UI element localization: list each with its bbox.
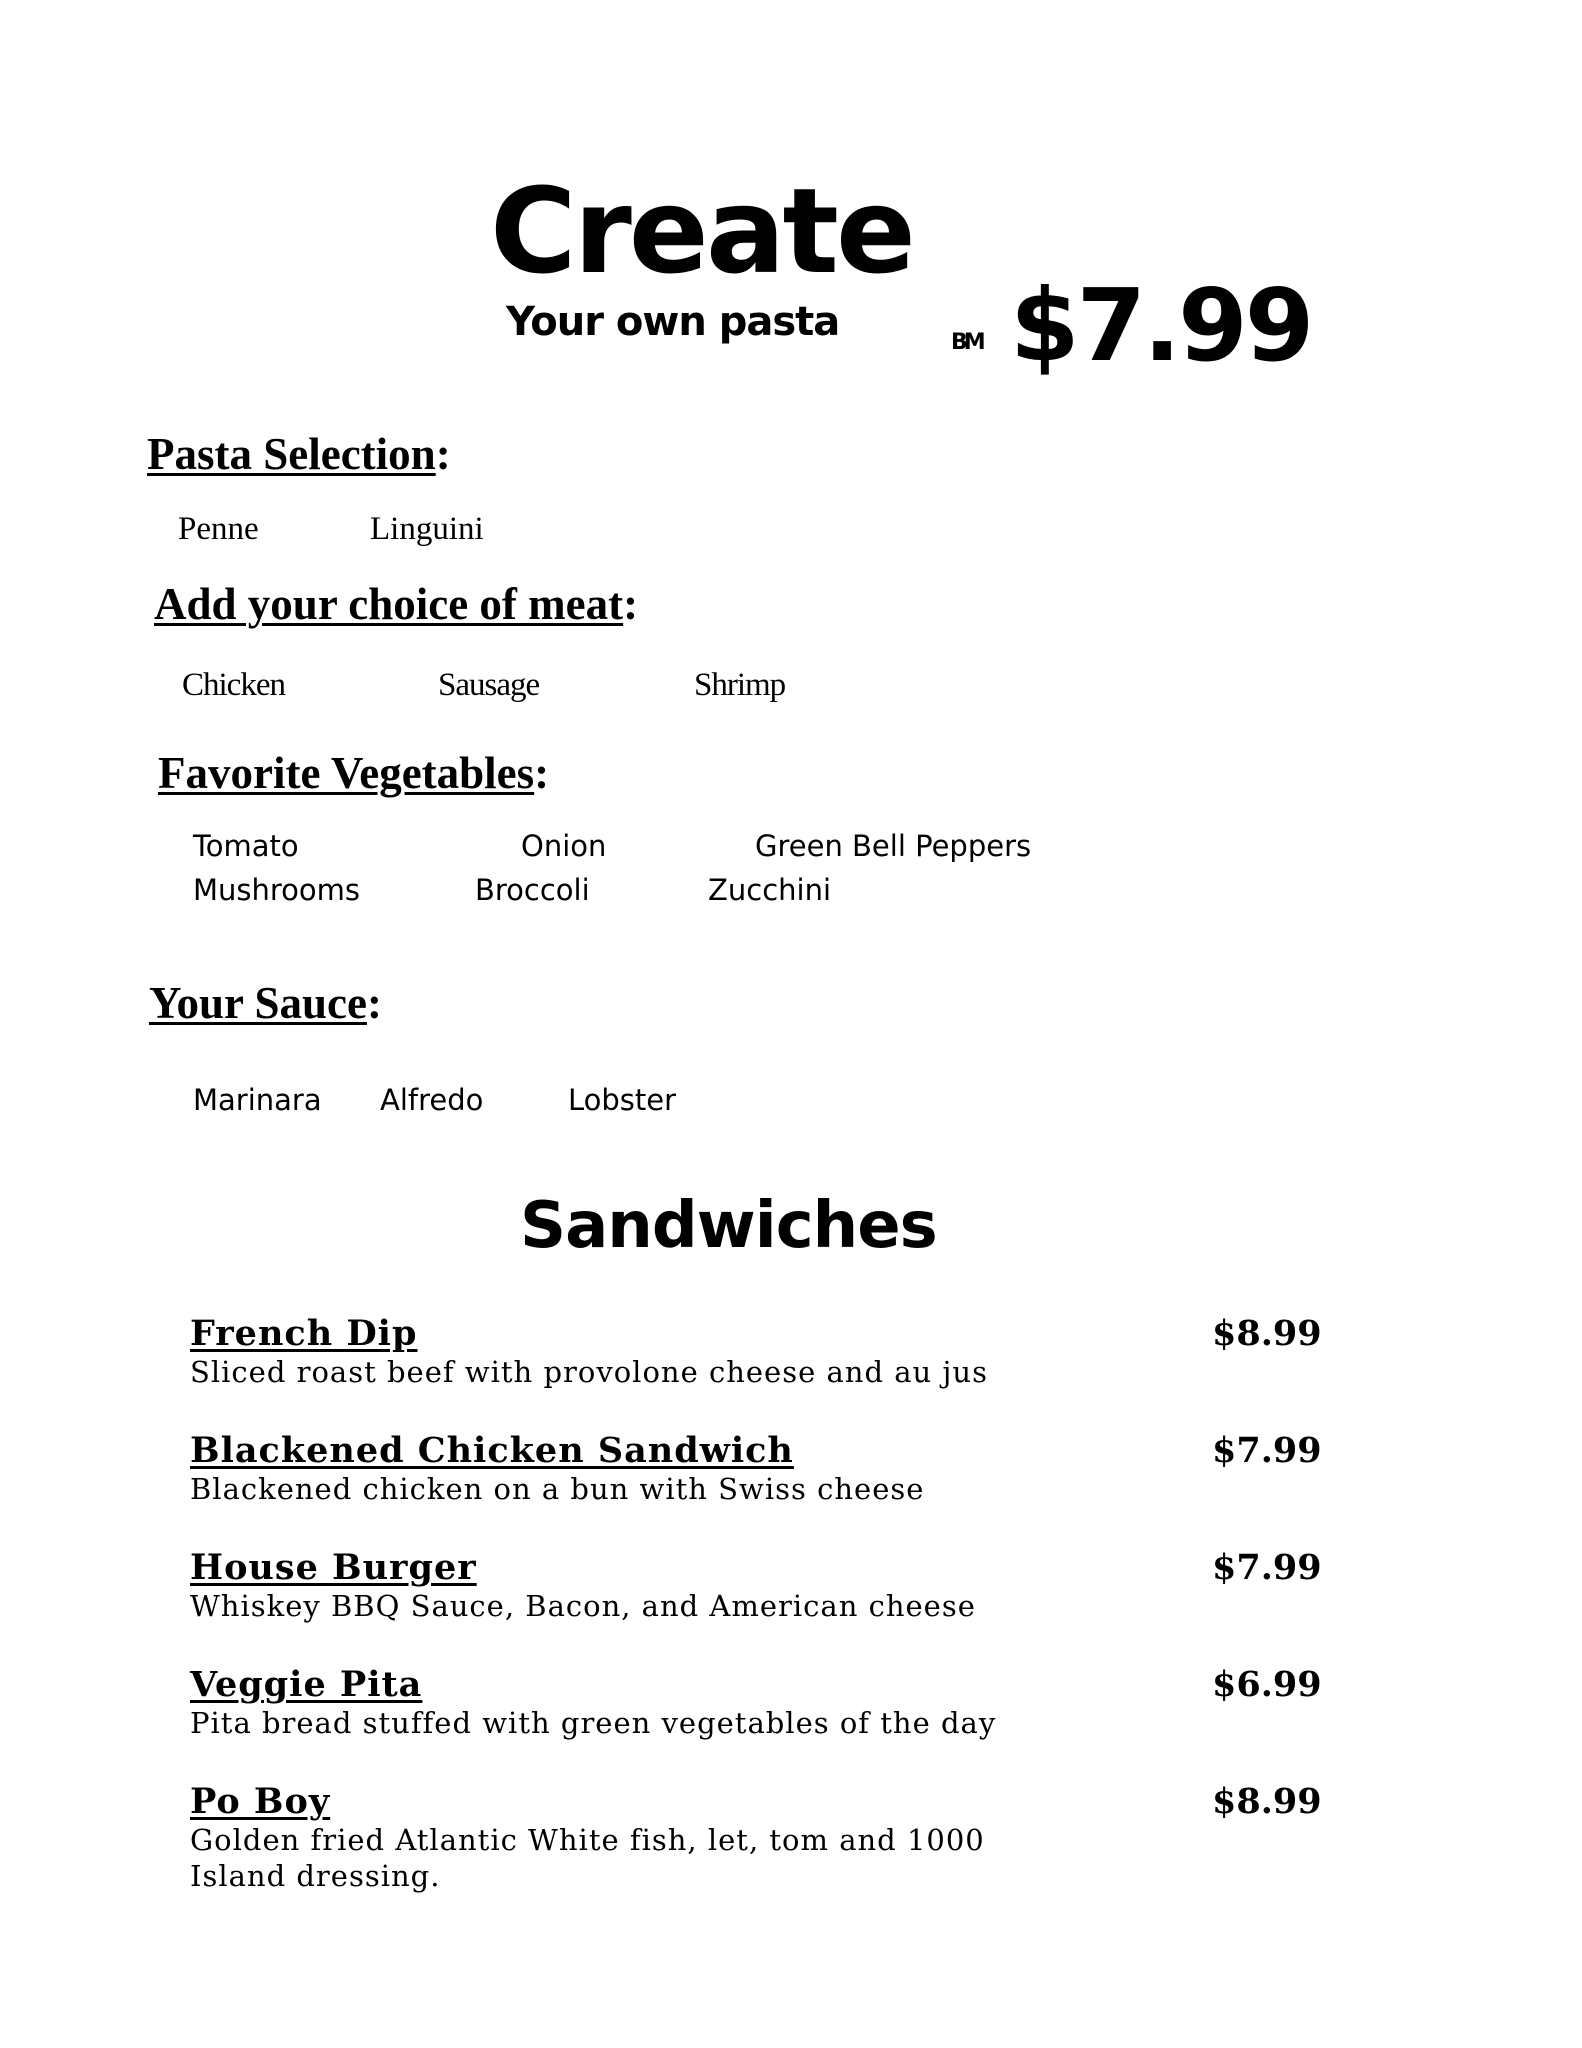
meat-option: Chicken bbox=[182, 667, 285, 703]
pasta-selection-heading: Pasta Selection: bbox=[147, 429, 451, 479]
sauce-option: Lobster bbox=[568, 1083, 677, 1117]
vegetable-option: Green Bell Peppers bbox=[755, 829, 1032, 863]
menu-item-name: House Burger bbox=[190, 1547, 477, 1588]
pasta-option: Penne bbox=[178, 511, 259, 547]
menu-item-description: Island dressing. bbox=[190, 1859, 441, 1893]
menu-item-description: Golden fried Atlantic White fish, let, tom and 1000 bbox=[190, 1823, 985, 1857]
menu-item-description: Whiskey BBQ Sauce, Bacon, and American cheese bbox=[190, 1589, 976, 1623]
menu-item-description: Blackened chicken on a bun with Swiss cheese bbox=[190, 1472, 925, 1506]
vegetable-option: Zucchini bbox=[708, 873, 832, 907]
sauce-option: Marinara bbox=[193, 1083, 322, 1117]
menu-item-name: Blackened Chicken Sandwich bbox=[190, 1430, 794, 1471]
vegetable-option: Broccoli bbox=[475, 873, 590, 907]
menu-item-name: Veggie Pita bbox=[190, 1664, 423, 1705]
menu-item-price: $7.99 bbox=[1212, 1547, 1322, 1588]
menu-item-name: French Dip bbox=[190, 1313, 418, 1354]
vegetable-option: Mushrooms bbox=[193, 873, 361, 907]
menu-item-name: Po Boy bbox=[190, 1781, 331, 1822]
page-subtitle: Your own pasta bbox=[506, 299, 840, 345]
vegetables-heading: Favorite Vegetables: bbox=[158, 748, 550, 798]
sauce-heading: Your Sauce: bbox=[149, 978, 382, 1028]
vegetable-option: Onion bbox=[521, 829, 607, 863]
price-prefix: BM bbox=[951, 330, 982, 355]
sauce-option: Alfredo bbox=[380, 1083, 484, 1117]
meat-option: Sausage bbox=[438, 667, 540, 703]
meat-option: Shrimp bbox=[694, 667, 786, 703]
menu-item-price: $6.99 bbox=[1212, 1664, 1322, 1705]
menu-item-price: $8.99 bbox=[1212, 1313, 1322, 1354]
sandwiches-title: Sandwiches bbox=[520, 1189, 937, 1263]
pasta-price: $7.99 bbox=[1010, 267, 1312, 384]
page-title: Create bbox=[490, 162, 913, 300]
vegetable-option: Tomato bbox=[193, 829, 299, 863]
menu-item-description: Pita bread stuffed with green vegetables of the day bbox=[190, 1706, 997, 1740]
menu-item-price: $8.99 bbox=[1212, 1781, 1322, 1822]
menu-item-description: Sliced roast beef with provolone cheese and au jus bbox=[190, 1355, 988, 1389]
pasta-option: Linguini bbox=[370, 511, 484, 547]
meat-heading: Add your choice of meat: bbox=[154, 579, 639, 629]
menu-item-price: $7.99 bbox=[1212, 1430, 1322, 1471]
